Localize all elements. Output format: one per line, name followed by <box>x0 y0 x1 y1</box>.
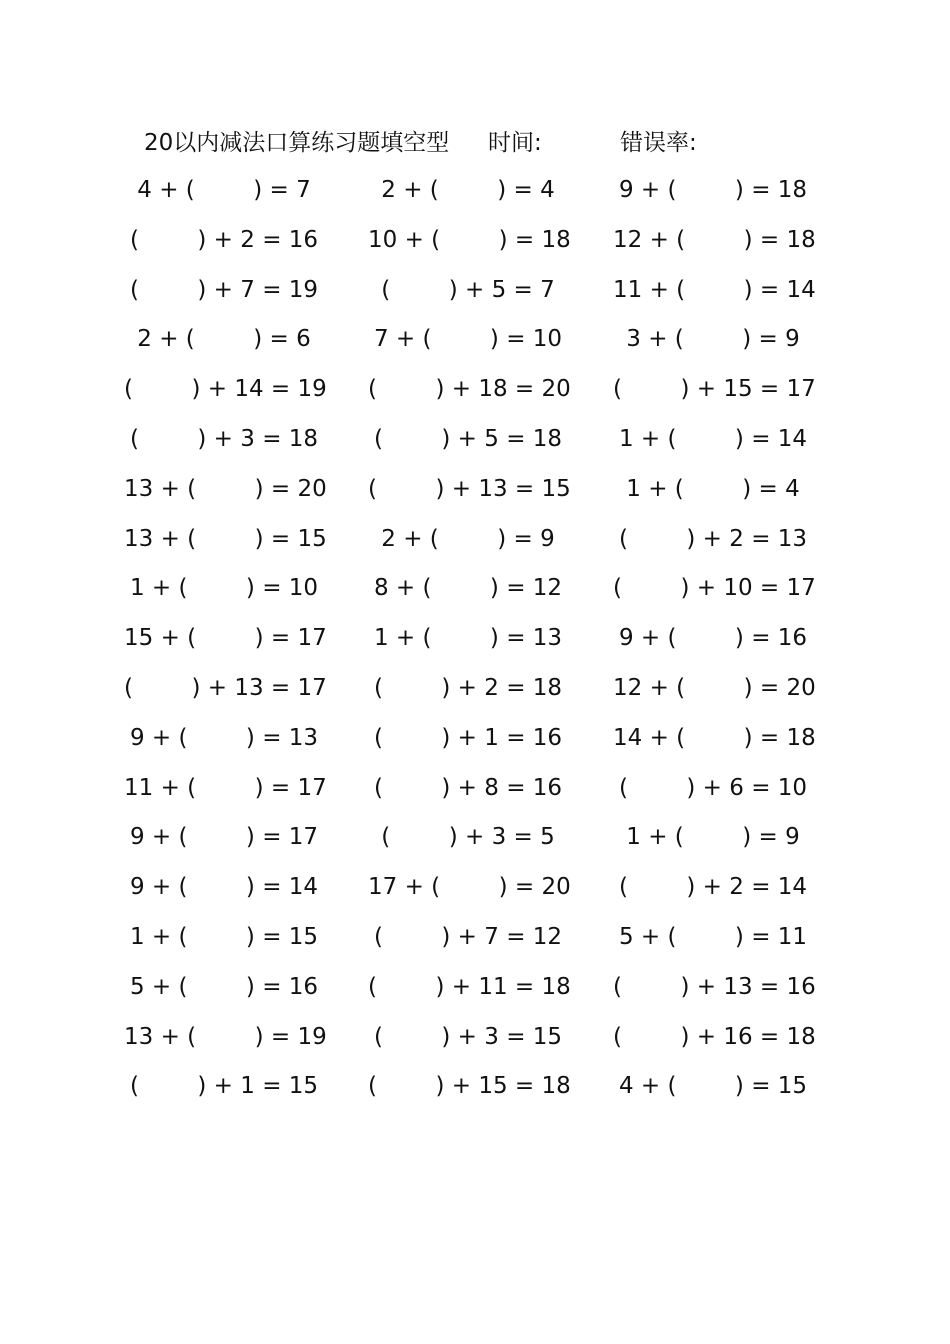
problem-row <box>0 515 950 565</box>
problem-row <box>0 664 950 714</box>
problem-item: 9 + ( ) = 14 <box>129 874 319 901</box>
problem-item: ( ) + 11 = 18 <box>368 973 571 1000</box>
problem-item: 1 + ( ) = 10 <box>129 575 319 602</box>
problem-item: ( ) + 13 = 16 <box>613 973 816 1000</box>
problem-item: ( ) + 1 = 16 <box>373 724 563 751</box>
problem-row <box>0 315 950 365</box>
problem-item: ( ) + 3 = 5 <box>381 824 555 851</box>
problem-row <box>0 963 950 1013</box>
problem-item: 3 + ( ) = 9 <box>626 326 800 353</box>
problem-item: ( ) + 7 = 12 <box>373 923 563 950</box>
problem-item: ( ) + 2 = 16 <box>129 226 319 253</box>
worksheet-title: 20以内减法口算练习题填空型 <box>144 130 450 156</box>
problem-row <box>0 714 950 764</box>
problem-item: 12 + ( ) = 18 <box>613 226 816 253</box>
problem-item: ( ) + 5 = 18 <box>373 425 563 452</box>
problem-row <box>0 614 950 664</box>
problem-row <box>0 913 950 963</box>
problem-item: 5 + ( ) = 11 <box>618 923 808 950</box>
problem-item: 13 + ( ) = 19 <box>124 1023 327 1050</box>
problem-item: 1 + ( ) = 9 <box>626 824 800 851</box>
problem-item: 17 + ( ) = 20 <box>368 874 571 901</box>
problem-item: 13 + ( ) = 15 <box>124 525 327 552</box>
problem-item: 2 + ( ) = 9 <box>381 525 555 552</box>
problem-item: 9 + ( ) = 13 <box>129 724 319 751</box>
problem-item: ( ) + 14 = 19 <box>124 376 327 403</box>
problem-item: ( ) + 15 = 18 <box>368 1073 571 1100</box>
problem-item: 4 + ( ) = 15 <box>618 1073 808 1100</box>
problem-item: 11 + ( ) = 14 <box>613 276 816 303</box>
problem-row <box>0 764 950 814</box>
problem-item: 9 + ( ) = 18 <box>618 177 808 203</box>
problem-item: ( ) + 1 = 15 <box>129 1073 319 1100</box>
problem-item: ( ) + 16 = 18 <box>613 1023 816 1050</box>
problem-item: ( ) + 13 = 17 <box>124 674 327 701</box>
problem-item: 9 + ( ) = 16 <box>618 625 808 652</box>
problem-row <box>0 465 950 515</box>
problem-row <box>0 813 950 863</box>
problem-item: 4 + ( ) = 7 <box>137 177 311 203</box>
problem-item: ( ) + 2 = 14 <box>618 874 808 901</box>
error-rate-label: 错误率: <box>620 130 697 156</box>
problem-row <box>0 166 950 216</box>
problem-item: ( ) + 2 = 18 <box>373 674 563 701</box>
problem-item: 8 + ( ) = 12 <box>373 575 563 602</box>
problem-item: ( ) + 7 = 19 <box>129 276 319 303</box>
problem-item: 2 + ( ) = 6 <box>137 326 311 353</box>
problem-item: 1 + ( ) = 14 <box>618 425 808 452</box>
problem-row <box>0 266 950 316</box>
problem-row <box>0 1062 950 1112</box>
problem-row <box>0 564 950 614</box>
problem-item: ( ) + 3 = 15 <box>373 1023 563 1050</box>
problem-row <box>0 216 950 266</box>
problem-item: ( ) + 18 = 20 <box>368 376 571 403</box>
problem-item: 12 + ( ) = 20 <box>613 674 816 701</box>
problem-item: 1 + ( ) = 4 <box>626 475 800 502</box>
problem-row <box>0 365 950 415</box>
problem-item: 15 + ( ) = 17 <box>124 625 327 652</box>
problem-item: 5 + ( ) = 16 <box>129 973 319 1000</box>
problem-item: ( ) + 10 = 17 <box>613 575 816 602</box>
time-label: 时间: <box>488 130 542 156</box>
problem-item: 10 + ( ) = 18 <box>368 226 571 253</box>
problem-item: ( ) + 15 = 17 <box>613 376 816 403</box>
problem-item: 9 + ( ) = 17 <box>129 824 319 851</box>
problem-item: 14 + ( ) = 18 <box>613 724 816 751</box>
problem-row <box>0 863 950 913</box>
problem-item: ( ) + 8 = 16 <box>373 774 563 801</box>
problem-item: 7 + ( ) = 10 <box>373 326 563 353</box>
problem-item: 1 + ( ) = 13 <box>373 625 563 652</box>
problem-item: ( ) + 5 = 7 <box>381 276 555 303</box>
problem-item: 11 + ( ) = 17 <box>124 774 327 801</box>
problem-row <box>0 415 950 465</box>
problem-item: ( ) + 13 = 15 <box>368 475 571 502</box>
problem-item: ( ) + 3 = 18 <box>129 425 319 452</box>
problem-item: ( ) + 2 = 13 <box>618 525 808 552</box>
problem-item: 1 + ( ) = 15 <box>129 923 319 950</box>
problem-item: 13 + ( ) = 20 <box>124 475 327 502</box>
problem-row <box>0 1013 950 1063</box>
problem-item: 2 + ( ) = 4 <box>381 177 555 203</box>
problem-item: ( ) + 6 = 10 <box>618 774 808 801</box>
problem-grid <box>0 166 950 1112</box>
